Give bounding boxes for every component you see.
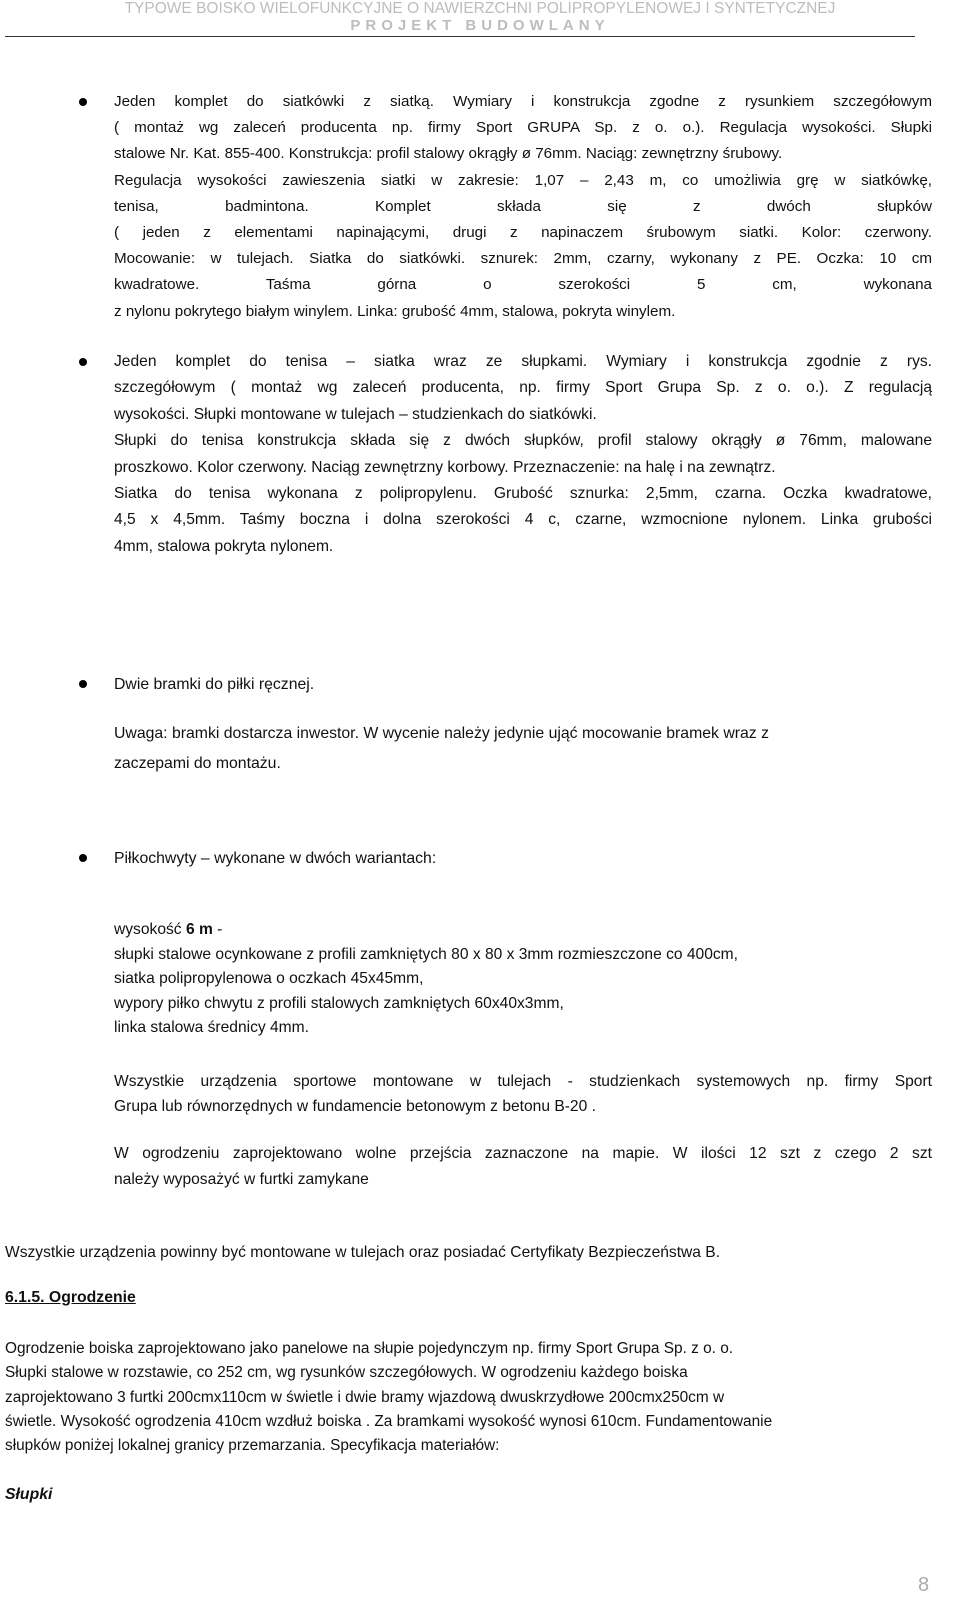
text-line: zaczepami do montażu. — [114, 755, 281, 772]
text-line: słupków poniżej lokalnej granicy przemarzania. Specyfikacja materiałów: — [5, 1437, 500, 1455]
text-line: 4mm, stalowa pokryta nylonem. — [114, 537, 334, 555]
text-line: stalowe Nr. Kat. 855-400. Konstrukcja: profil stalowy okrągły ø 76mm. Naciąg: zewnętrzny śrubowy. — [114, 145, 783, 163]
handball-note — [114, 719, 932, 779]
text-line: świetle. Wysokość ogrodzenia 410cm wzdłuż boiska . Za bramkami wysokość wynosi 610cm. Fundamentowanie — [5, 1412, 773, 1430]
header-divider — [5, 36, 915, 37]
certificates-text: Wszystkie urządzenia powinny być montowane w tulejach oraz posiadać Certyfikaty Bezpieczeństwa B. — [5, 1244, 721, 1261]
bullet-icon — [79, 854, 87, 862]
text-line: wysokości. Słupki montowane w tulejach – studzienkach do siatkówki. — [114, 405, 597, 423]
list-item: słupki stalowe ocynkowane z profili zamkniętych 80 x 80 x 3mm rozmieszczone co 400cm, — [114, 945, 739, 963]
ballstops-spec — [114, 918, 932, 1041]
text-line: Siatka do tenisa wykonana z polipropylenu. Grubość sznurka: 2,5mm, czarna. Oczka kwadratowe, — [114, 485, 932, 503]
bullet-icon — [79, 358, 87, 366]
height-label: wysokość — [114, 921, 186, 938]
text-line: Słupki do tenisa konstrukcja składa się z dwóch słupków, profil stalowy okrągły ø 76mm, malowane — [114, 432, 932, 450]
list-item: wypory piłko chwytu z profili stalowych zamkniętych 60x40x3mm, — [114, 994, 564, 1012]
handball-title: Dwie bramki do piłki ręcznej. — [114, 676, 315, 693]
ballstops-title: Piłkochwyty – wykonane w dwóch wariantach: — [114, 850, 437, 867]
text-line: z nylonu pokrytego białym winylem. Linka: grubość 4mm, stalowa, pokryta winylem. — [114, 302, 676, 320]
text-line: Jeden komplet do tenisa – siatka wraz ze słupkami. Wymiary i konstrukcja zgodnie z rys. — [114, 353, 932, 370]
text-line: 4,5 x 4,5mm. Taśmy boczna i dolna szerokości 4 c, czarne, wzmocnione nylonem. Linka grubości — [114, 511, 932, 529]
volleyball-paragraph — [114, 89, 932, 325]
bullet-icon — [79, 680, 87, 688]
text-line: należy wyposażyć w furtki zamykane — [114, 1171, 369, 1188]
tennis-paragraph — [114, 349, 932, 560]
bullet-icon — [79, 98, 87, 106]
list-item: siatka polipropylenowa o oczkach 45x45mm, — [114, 970, 424, 988]
text-line: Słupki stalowe w rozstawie, co 252 cm, wg rysunków szczegółowych. W ogrodzeniu każdego boiska — [5, 1364, 688, 1382]
header-subtitle: PROJEKT BUDOWLANY — [350, 17, 610, 34]
ballstops-gates — [114, 1141, 932, 1193]
text-line: W ogrodzeniu zaprojektowano wolne przejścia zaznaczone na mapie. W ilości 12 szt z czego 2 szt — [114, 1145, 932, 1162]
fence-heading: 6.1.5. Ogrodzenie — [5, 1289, 136, 1306]
text-line: Regulacja wysokości zawieszenia siatki w zakresie: 1,07 – 2,43 m, co umożliwia grę w siatkówkę, — [114, 171, 932, 189]
page-header — [0, 0, 960, 40]
fence-paragraph — [5, 1337, 935, 1458]
text-line: Mocowanie: w tulejach. Siatka do siatkówki. sznurek: 2mm, czarny, wykonany z PE. Oczka: 10 cm — [114, 250, 932, 268]
text-line: zaprojektowano 3 furtki 200cmx110cm w świetle i dwie bramy wjazdową dwuskrzydłowe 200cmx250cm w — [5, 1388, 725, 1406]
text-line: Ogrodzenie boiska zaprojektowano jako panelowe na słupie pojedynczym np. firmy Sport Grupa Sp. z o. o. — [5, 1340, 734, 1357]
text-line: tenisa, badmintona. Komplet składa się z dwóch słupków — [114, 197, 932, 215]
text-line: Jeden komplet do siatkówki z siatką. Wymiary i konstrukcja zgodne z rysunkiem szczegółowym — [114, 93, 932, 110]
text-line: kwadratowe. Taśma górna o szerokości 5 cm, wykonana — [114, 276, 932, 294]
posts-heading: Słupki — [5, 1486, 53, 1503]
text-line: Grupa lub równorzędnych w fundamencie betonowym z betonu B-20 . — [114, 1098, 596, 1116]
text-line: Wszystkie urządzenia sportowe montowane w tulejach - studzienkach systemowych np. firmy Sport — [114, 1073, 932, 1090]
height-value: 6 m — [185, 921, 213, 938]
text-line: szczegółowym ( montaż wg zaleceń producenta, np. firmy Sport Grupa Sp. z o. o.). Z regulacją — [114, 379, 932, 397]
height-suffix: - — [212, 921, 223, 938]
ballstops-mounting — [114, 1069, 932, 1120]
text-line: Uwaga: bramki dostarcza inwestor. W wycenie należy jedynie ująć mocowanie bramek wraz z — [114, 725, 769, 742]
text-line: ( jeden z elementami napinającymi, drugi z napinaczem śrubowym siatki. Kolor: czerwony. — [114, 224, 932, 242]
text-line: ( montaż wg zaleceń producenta np. firmy Sport GRUPA Sp. z o. o.). Regulacja wysokości. Słupki — [114, 119, 932, 137]
list-item: linka stalowa średnicy 4mm. — [114, 1019, 309, 1037]
header-title: TYPOWE BOISKO WIELOFUNKCYJNE O NAWIERZCHNI POLIPROPYLENOWEJ I SYNTETYCZNEJ — [124, 0, 836, 17]
page-number: 8 — [918, 1574, 930, 1596]
text-line: proszkowo. Kolor czerwony. Naciąg zewnętrzny korbowy. Przeznaczenie: na halę i na zewnątrz. — [114, 458, 776, 476]
height-line — [114, 918, 932, 943]
